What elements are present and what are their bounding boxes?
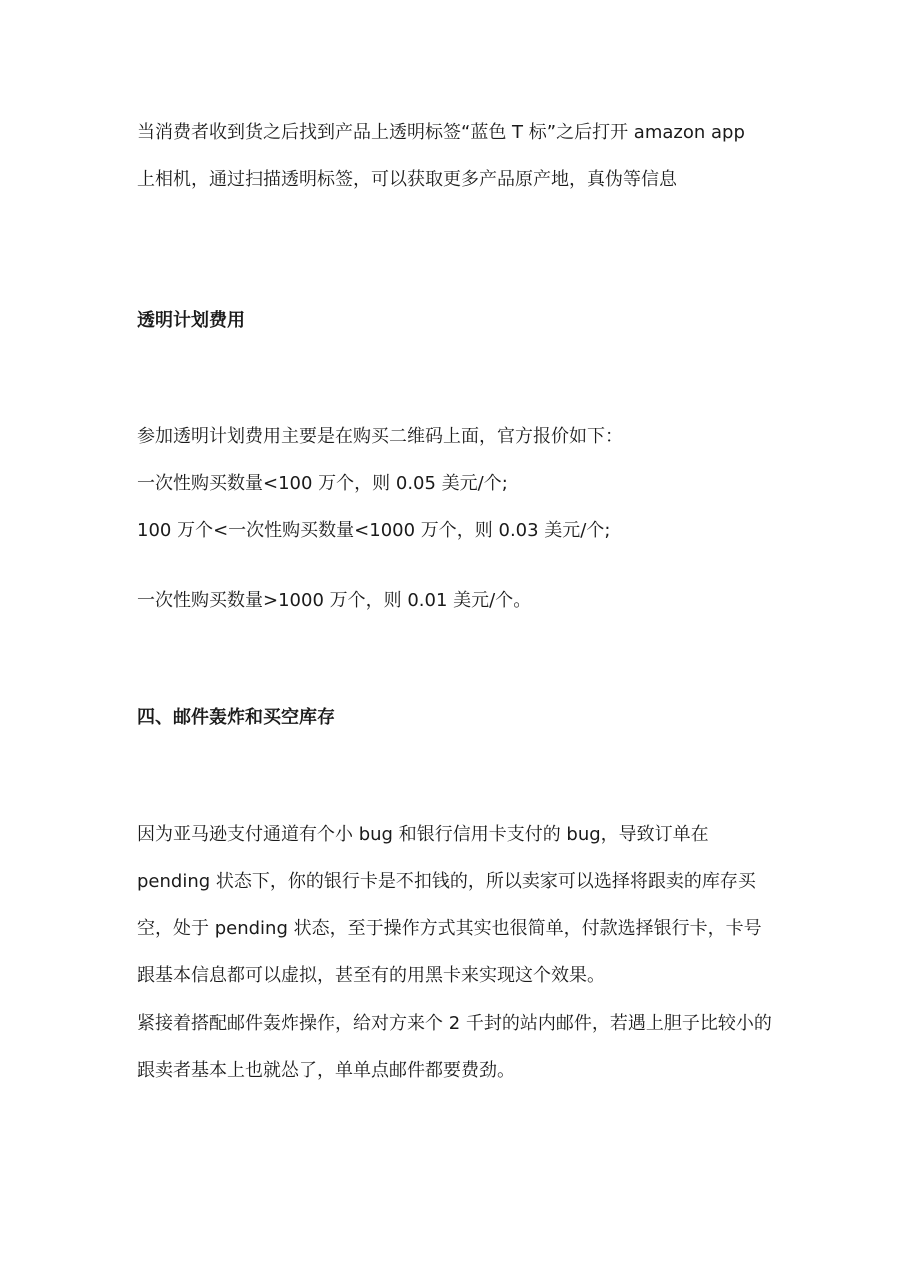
paragraph-line: 跟基本信息都可以虚拟，甚至有的用黑卡来实现这个效果。 [137,965,605,986]
paragraph-line: 紧接着搭配邮件轰炸操作，给对方来个 2 千封的站内邮件，若遇上胆子比较小的 [137,1013,772,1034]
paragraph-line: 跟卖者基本上也就怂了，单单点邮件都要费劲。 [137,1060,515,1081]
paragraph-line: 上相机，通过扫描透明标签，可以获取更多产品原产地，真伪等信息 [137,169,677,190]
paragraph-line: 参加透明计划费用主要是在购买二维码上面，官方报价如下： [137,426,623,447]
price-line: 一次性购买数量<100 万个，则 0.05 美元/个; [137,473,508,494]
section-heading: 透明计划费用 [137,310,245,331]
paragraph-line: pending 状态下，你的银行卡是不扣钱的，所以卖家可以选择将跟卖的库存买 [137,871,756,892]
paragraph-line: 空，处于 pending 状态，至于操作方式其实也很简单，付款选择银行卡，卡号 [137,918,762,939]
paragraph-line: 当消费者收到货之后找到产品上透明标签“蓝色 T 标”之后打开 amazon app [137,122,745,143]
price-line: 100 万个<一次性购买数量<1000 万个，则 0.03 美元/个; [137,520,611,541]
price-line: 一次性购买数量>1000 万个，则 0.01 美元/个。 [137,590,532,611]
paragraph-line: 因为亚马逊支付通道有个小 bug 和银行信用卡支付的 bug，导致订单在 [137,824,709,845]
section-heading: 四、邮件轰炸和买空库存 [137,707,335,728]
